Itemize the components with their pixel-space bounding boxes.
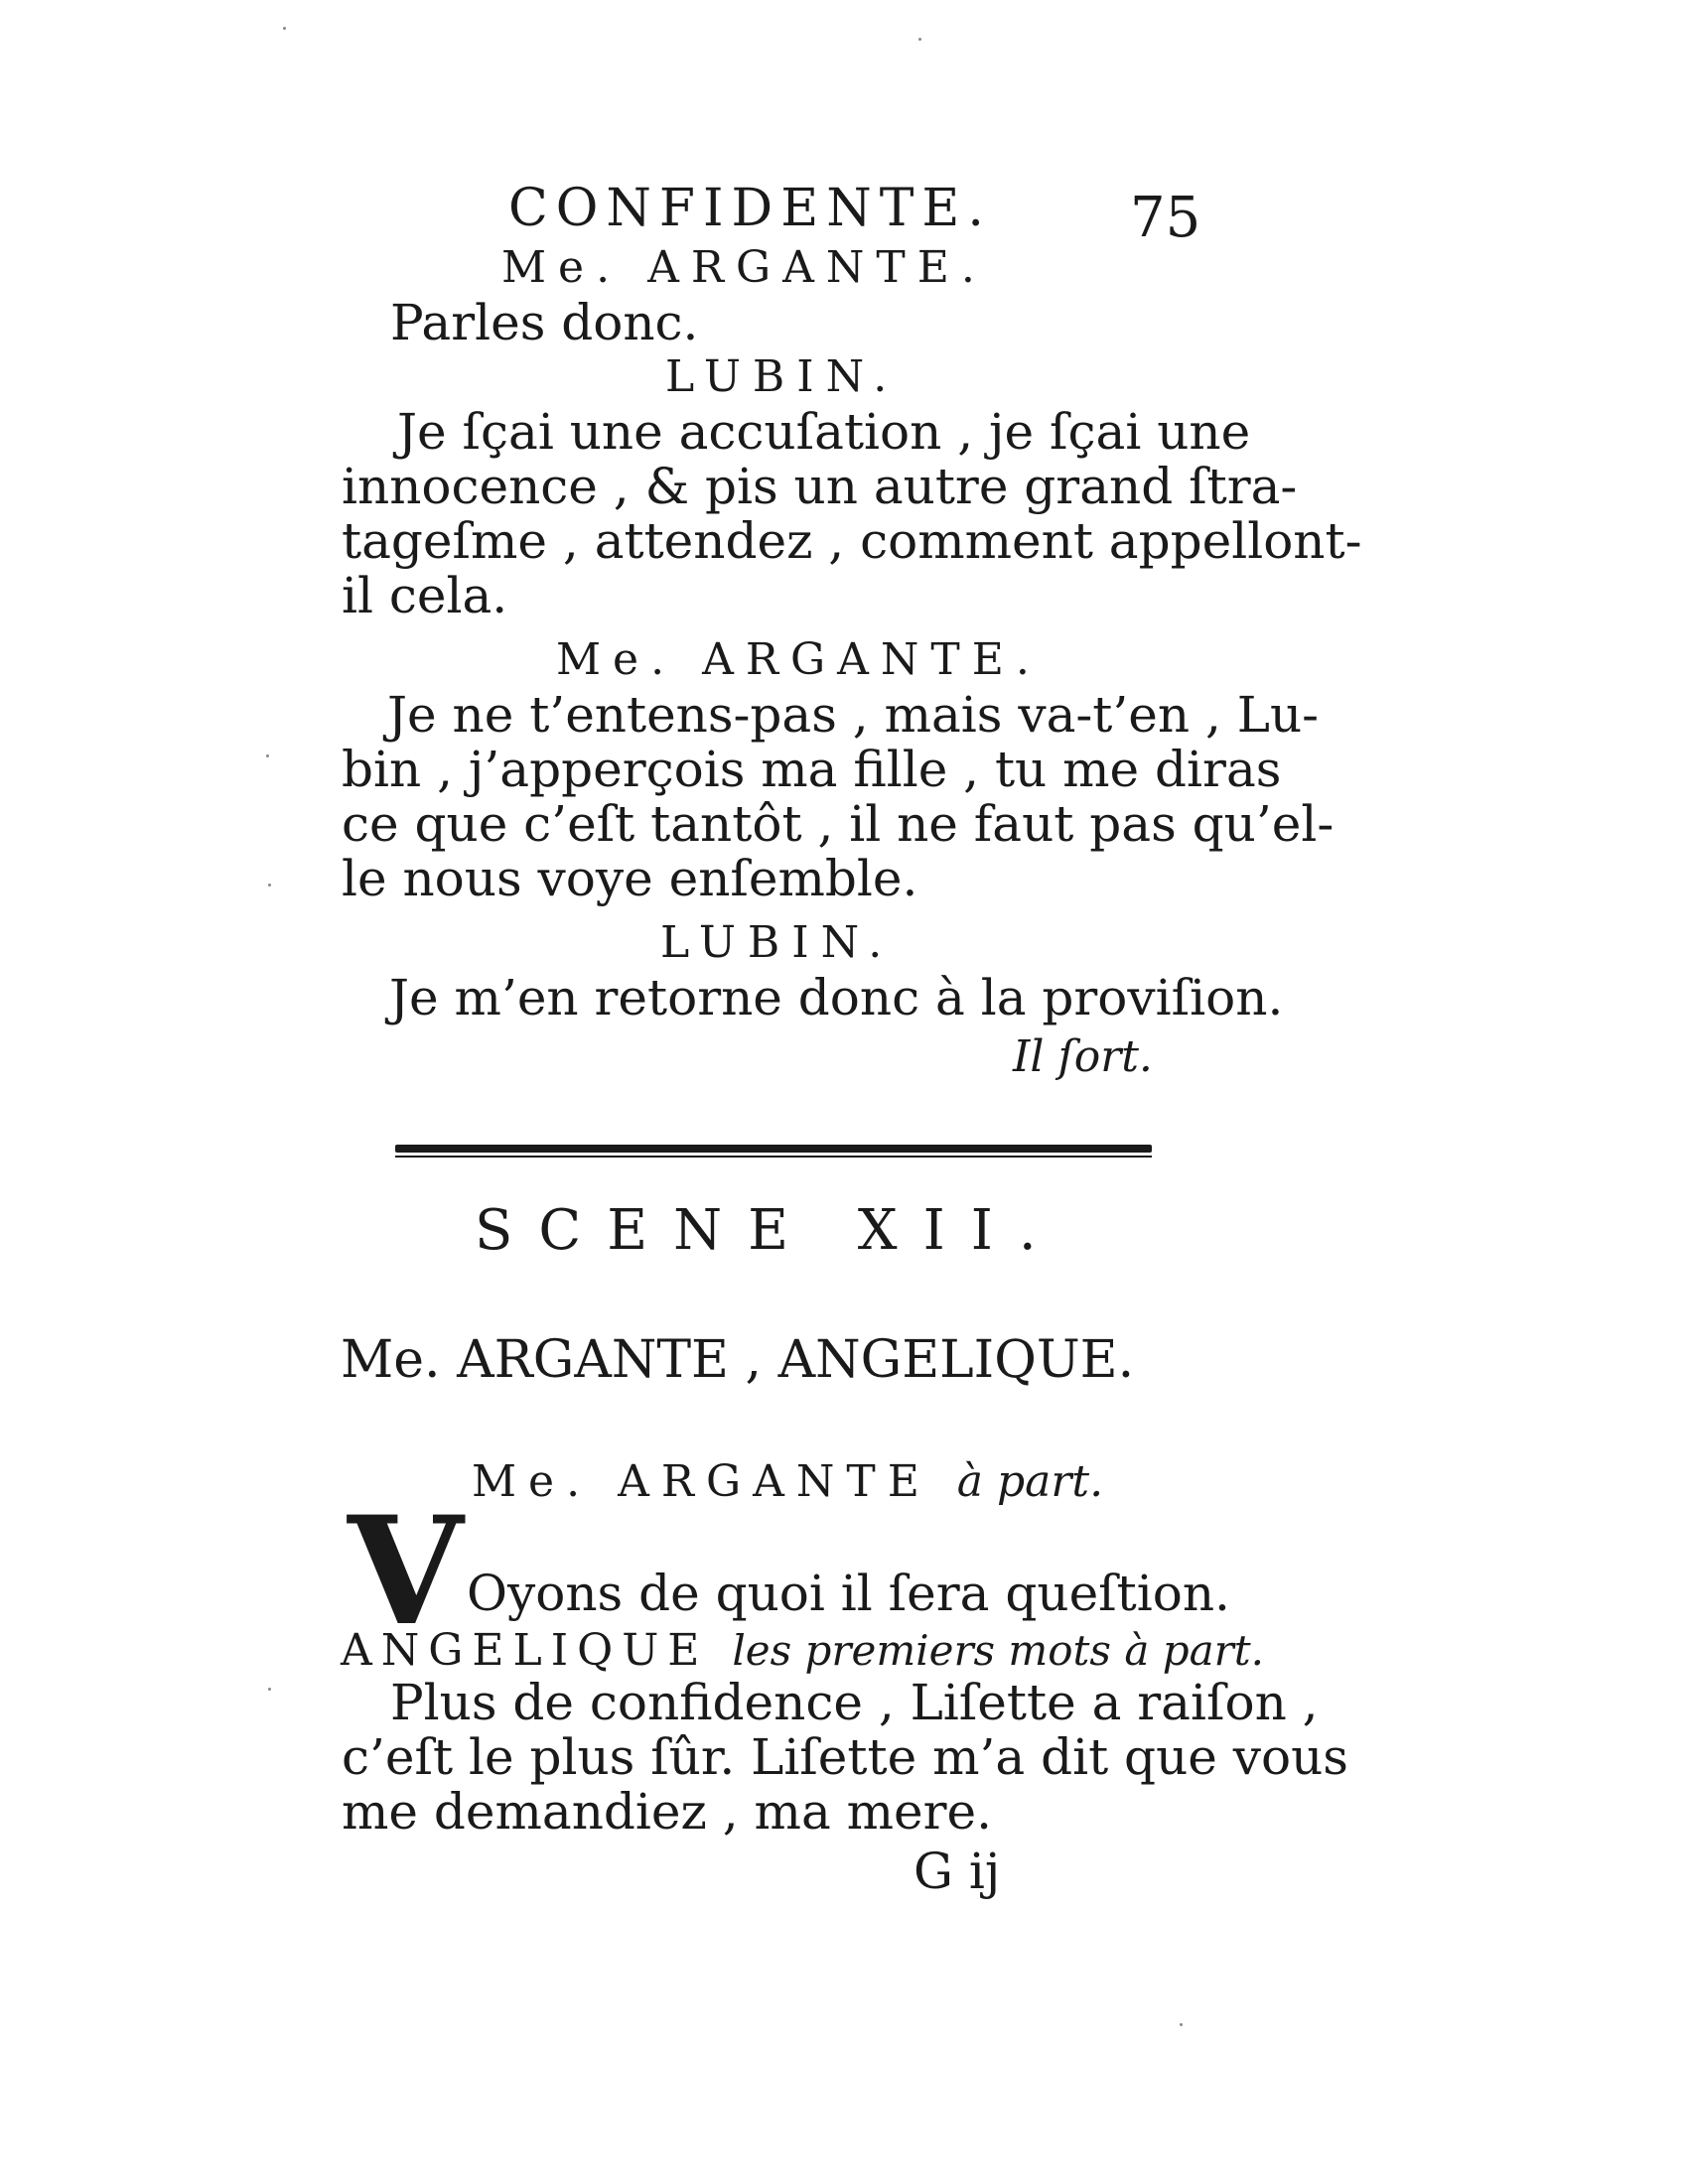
scene-title: SCENE XII.	[475, 1198, 1062, 1263]
text-line: ce que c’eſt tantôt , il ne faut pas qu’el-	[342, 795, 1335, 853]
paper-speck	[918, 38, 921, 41]
running-title: CONFIDENTE.	[508, 179, 992, 238]
paper-speck	[268, 1688, 271, 1691]
text-line: Parles donc.	[390, 294, 699, 351]
paper-speck	[1180, 2023, 1183, 2026]
aside-direction: les premiers mots à part.	[732, 1626, 1264, 1675]
stage-direction: Il ſort.	[1013, 1031, 1153, 1082]
text-line: Je ne t’entens-pas , mais va-t’en , Lu-	[387, 686, 1320, 744]
text-line: Oyons de quoi il ſera queſtion.	[467, 1565, 1230, 1622]
text-line: tageſme , attendez , comment appellont-	[342, 512, 1362, 570]
paper-speck	[268, 884, 271, 887]
speaker-label: LUBIN.	[660, 917, 895, 968]
text-line: Plus de confidence , Liſette a raiſon ,	[390, 1674, 1319, 1731]
speaker-label: Me. ARGANTE.	[556, 634, 1042, 685]
text-line: Je ſçai une accuſation , je ſçai une	[397, 403, 1251, 461]
paper-speck	[283, 27, 286, 30]
text-line: c’eſt le plus ſûr. Liſette m’a dit que vous	[342, 1728, 1348, 1786]
text-line: il cela.	[342, 567, 508, 624]
page-number: 75	[1130, 186, 1201, 250]
speaker-heading	[341, 1618, 1264, 1681]
speaker-label: ANGELIQUE	[341, 1625, 709, 1676]
text-line: innocence , & pis un autre grand ſtra-	[342, 458, 1298, 515]
text-line: me demandiez , ma mere.	[342, 1783, 993, 1841]
speaker-heading	[472, 1449, 1103, 1512]
text-line: bin , j’apperçois ma fille , tu me diras	[342, 741, 1282, 798]
scene-characters: Me. ARGANTE , ANGELIQUE.	[341, 1330, 1135, 1390]
text-line: le nous voye enſemble.	[342, 850, 918, 907]
aside-direction: à part.	[956, 1456, 1104, 1507]
speaker-label: Me. ARGANTE	[472, 1456, 931, 1507]
signature-mark: G ij	[914, 1843, 1001, 1900]
speaker-label: Me. ARGANTE.	[501, 242, 987, 293]
paper-speck	[266, 754, 269, 757]
drop-capital: V	[348, 1484, 464, 1659]
text-line: Je m’en retorne donc à la proviſion.	[389, 969, 1284, 1026]
section-divider	[395, 1145, 1152, 1153]
speaker-label: LUBIN.	[665, 351, 900, 402]
